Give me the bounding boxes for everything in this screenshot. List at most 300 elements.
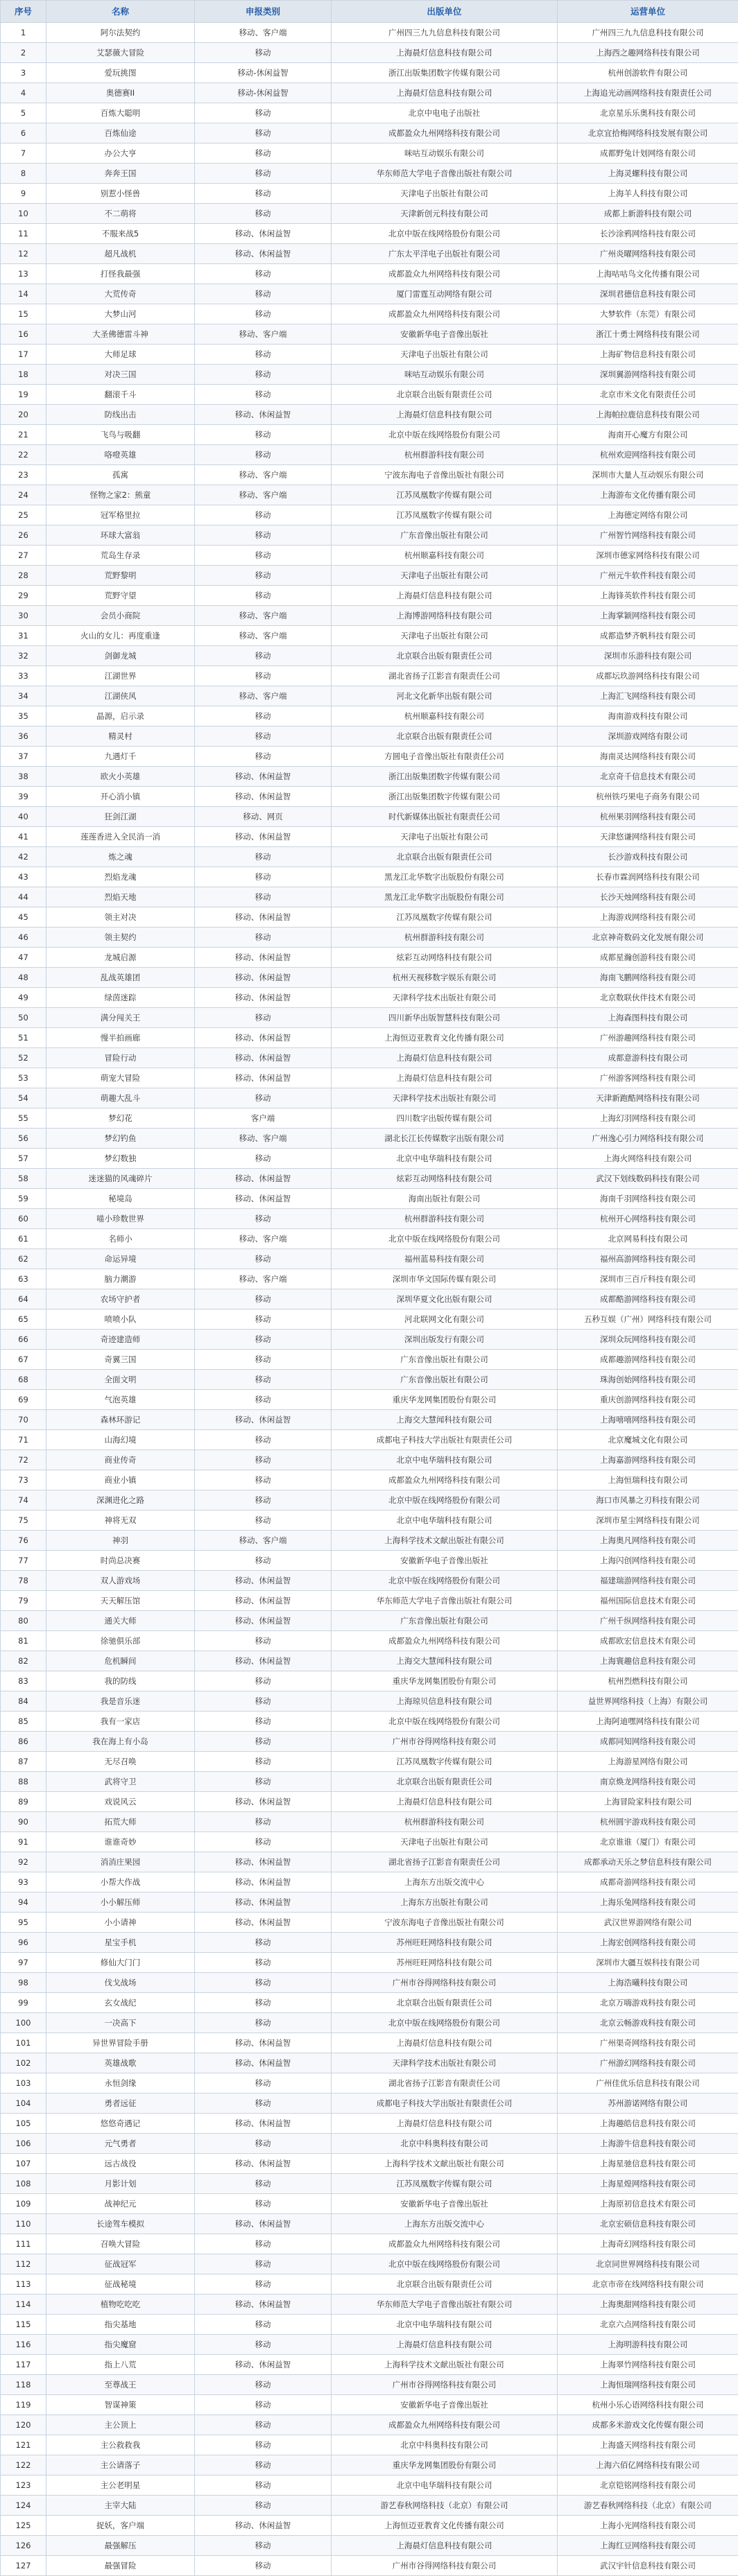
cell-category: 移动、休闲益智 [195,1189,332,1209]
cell-index: 75 [1,1511,46,1531]
cell-publisher: 深圳华夏文化出版有限公司 [332,1289,558,1309]
cell-index: 51 [1,1028,46,1048]
cell-operator: 上海嘉游网络科技有限公司 [558,1450,738,1470]
cell-operator: 成都酷游网络科技有限公司 [558,1289,738,1309]
cell-category: 移动 [195,2496,332,2516]
cell-name: 对决三国 [46,365,195,385]
cell-name: 咯噔英雄 [46,445,195,465]
cell-name: 江湖世界 [46,666,195,686]
cell-publisher: 广东音像出版社有限公司 [332,1370,558,1390]
cell-operator: 上海追光动画网络科技有限责任公司 [558,83,738,103]
cell-operator: 上海小光网络科技有限公司 [558,2516,738,2536]
table-row [1,1209,738,1229]
table-row [1,425,738,445]
cell-category: 移动 [195,184,332,204]
cell-publisher: 广州市谷得网络科技有限公司 [332,2556,558,2576]
table-row [1,184,738,204]
cell-publisher: 北京联合出版有限责任公司 [332,726,558,747]
table-row [1,706,738,726]
cell-category: 移动 [195,1309,332,1330]
cell-name: 慢半拍画廊 [46,1028,195,1048]
cell-operator: 北京网易科技有限公司 [558,1229,738,1249]
cell-category: 移动 [195,2254,332,2274]
cell-name: 打怪我最强 [46,264,195,284]
cell-operator: 上海咕咕鸟文化传播有限公司 [558,264,738,284]
table-row [1,1832,738,1852]
table-row [1,2073,738,2094]
cell-category: 移动、休闲益智 [195,224,332,244]
cell-index: 104 [1,2094,46,2114]
table-row [1,1953,738,1973]
cell-publisher: 北京中版在线网络股份有限公司 [332,1490,558,1511]
cell-name: 神羽 [46,1531,195,1551]
cell-operator: 杭州铁巧果电子商务有限公司 [558,787,738,807]
cell-name: 领主契约 [46,928,195,948]
cell-category: 移动、休闲益智 [195,907,332,928]
cell-category: 移动 [195,103,332,123]
cell-category: 移动 [195,747,332,767]
cell-category: 移动、客户端 [195,1229,332,1249]
cell-publisher: 北京联合出版有限责任公司 [332,2274,558,2295]
cell-operator: 福建瑞游网络科技有限公司 [558,1571,738,1591]
cell-operator: 武汉宇针信息科技有限公司 [558,2556,738,2576]
cell-publisher: 黑龙江北华数字出版股份有限公司 [332,867,558,887]
cell-name: 时尚总决赛 [46,1551,195,1571]
table-row [1,666,738,686]
cell-category: 移动、客户端 [195,485,332,505]
cell-index: 120 [1,2415,46,2435]
cell-operator: 珠海创始网络科技有限公司 [558,1370,738,1390]
cell-name: 智谋神策 [46,2395,195,2415]
table-row [1,23,738,43]
cell-index: 124 [1,2496,46,2516]
cell-name: 通关大师 [46,1611,195,1631]
cell-publisher: 广东音像出版社有限公司 [332,525,558,546]
cell-name: 环球大富翁 [46,525,195,546]
cell-index: 7 [1,143,46,164]
table-row [1,2094,738,2114]
cell-index: 25 [1,505,46,525]
cell-publisher: 北京中电华瑞科技有限公司 [332,2315,558,2335]
cell-operator: 海南灵达网络科技有限公司 [558,747,738,767]
table-row [1,686,738,706]
cell-category: 移动、休闲益智 [195,767,332,787]
cell-publisher: 上海晨灯信息科技有限公司 [332,2033,558,2053]
cell-index: 39 [1,787,46,807]
cell-publisher: 安徽新华电子音像出版社 [332,2395,558,2415]
cell-name: 指尖基地 [46,2315,195,2335]
cell-name: 永恒剑缘 [46,2073,195,2094]
cell-index: 88 [1,1772,46,1792]
cell-category: 移动 [195,2134,332,2154]
cell-index: 81 [1,1631,46,1651]
cell-publisher: 广州市谷得网络科技有限公司 [332,1973,558,1993]
cell-publisher: 天津新创元科技有限公司 [332,204,558,224]
cell-category: 移动 [195,1390,332,1410]
cell-category: 移动 [195,2455,332,2475]
cell-name: 火山的女儿：再度重逢 [46,626,195,646]
cell-index: 127 [1,2556,46,2576]
cell-publisher: 天津电子出版社有限公司 [332,184,558,204]
cell-category: 移动 [195,2234,332,2254]
cell-category: 移动 [195,1249,332,1269]
cell-name: 悠悠奇遇记 [46,2114,195,2134]
cell-name: 办公大亨 [46,143,195,164]
cell-operator: 上海红豆网络科技有限公司 [558,2536,738,2556]
cell-index: 105 [1,2114,46,2134]
cell-name: 会员小商院 [46,606,195,626]
cell-name: 征战冠军 [46,2254,195,2274]
cell-operator: 上海乐兔网络科技有限公司 [558,1892,738,1913]
cell-name: 双人游戏场 [46,1571,195,1591]
cell-index: 13 [1,264,46,284]
cell-operator: 上海闪创网络科技有限公司 [558,1551,738,1571]
cell-operator: 北京市帝在线网络科技有限公司 [558,2274,738,2295]
cell-index: 28 [1,566,46,586]
table-row [1,2496,738,2516]
cell-operator: 成都星瀚创游科技有限公司 [558,948,738,968]
cell-category: 移动、网页 [195,807,332,827]
table-row [1,2435,738,2455]
table-row [1,907,738,928]
cell-name: 玄女战纪 [46,1993,195,2013]
cell-index: 97 [1,1953,46,1973]
cell-publisher: 上海晨灯信息科技有限公司 [332,2114,558,2134]
cell-operator: 成都奇游网络科技有限公司 [558,1872,738,1892]
cell-operator: 上海恒瑞科技有限公司 [558,1470,738,1490]
cell-index: 26 [1,525,46,546]
cell-operator: 上海德定网络有限公司 [558,505,738,525]
cell-publisher: 北京中版在线网络股份有限公司 [332,425,558,445]
cell-operator: 上海六佰亿网络科技有限公司 [558,2455,738,2475]
cell-name: 英雄战歌 [46,2053,195,2073]
cell-category: 移动 [195,1511,332,1531]
table-row [1,1169,738,1189]
table-row [1,1129,738,1149]
table-row [1,1088,738,1108]
cell-publisher: 方圆电子音像出版社有限责任公司 [332,747,558,767]
cell-operator: 天津新跑酷网络科技有限公司 [558,1088,738,1108]
cell-publisher: 北京中版在线网络股份有限公司 [332,1571,558,1591]
cell-publisher: 北京中版在线网络股份有限公司 [332,1229,558,1249]
cell-name: 星宝手机 [46,1933,195,1953]
cell-index: 23 [1,465,46,485]
cell-index: 106 [1,2134,46,2154]
table-row [1,2556,738,2576]
cell-category: 移动 [195,2073,332,2094]
cell-name: 商业小镇 [46,1470,195,1490]
table-row [1,304,738,324]
cell-index: 72 [1,1450,46,1470]
cell-index: 12 [1,244,46,264]
cell-publisher: 北京中电华瑞科技有限公司 [332,1450,558,1470]
cell-category: 移动 [195,646,332,666]
table-row [1,485,738,505]
cell-name: 气泡英雄 [46,1390,195,1410]
cell-name: 翻滚千斗 [46,385,195,405]
cell-publisher: 上海东方出版交流中心 [332,2214,558,2234]
cell-publisher: 江苏凤凰数字传媒有限公司 [332,2174,558,2194]
cell-category: 移动 [195,1732,332,1752]
cell-publisher: 天津科学技术出版社有限公司 [332,2053,558,2073]
cell-category: 移动、客户端 [195,324,332,345]
cell-index: 117 [1,2355,46,2375]
cell-index: 8 [1,164,46,184]
cell-publisher: 四川数字出版传媒有限公司 [332,1108,558,1129]
cell-index: 108 [1,2174,46,2194]
cell-index: 110 [1,2214,46,2234]
cell-index: 46 [1,928,46,948]
cell-operator: 北京宜拾梅网络科技发展有限公司 [558,123,738,143]
cell-operator: 北京六点网络科技有限公司 [558,2315,738,2335]
cell-name: 飞鸟与吸翻 [46,425,195,445]
cell-name: 欧火小英雄 [46,767,195,787]
table-row [1,1289,738,1309]
cell-name: 植物吃吃吃 [46,2295,195,2315]
table-row [1,445,738,465]
table-row [1,1712,738,1732]
cell-operator: 苏州游诺网络有限公司 [558,2094,738,2114]
table-row [1,2134,738,2154]
cell-name: 莲莲香进入全民消一消 [46,827,195,847]
cell-category: 移动-休闲益智 [195,83,332,103]
cell-name: 战神纪元 [46,2194,195,2214]
table-row [1,1149,738,1169]
cell-index: 68 [1,1370,46,1390]
header-publisher: 出版单位 [332,1,558,23]
table-row [1,1772,738,1792]
cell-category: 移动 [195,726,332,747]
cell-name: 名师小 [46,1229,195,1249]
table-row [1,1108,738,1129]
table-row [1,2053,738,2073]
table-row [1,1511,738,1531]
cell-operator: 北京奇千信息技术有限公司 [558,767,738,787]
table-row [1,1892,738,1913]
cell-operator: 福州高游网络科技有限公司 [558,1249,738,1269]
cell-publisher: 北京联合出版有限责任公司 [332,646,558,666]
cell-category: 移动 [195,1350,332,1370]
cell-name: 商业传奇 [46,1450,195,1470]
cell-index: 34 [1,686,46,706]
header-category: 申报类别 [195,1,332,23]
cell-category: 移动 [195,928,332,948]
table-row [1,1068,738,1088]
cell-index: 29 [1,586,46,606]
cell-publisher: 苏州旺旺网络科技有限公司 [332,1933,558,1953]
cell-publisher: 上海琼贝信息科技有限公司 [332,1691,558,1712]
cell-publisher: 广东音像出版社有限公司 [332,1611,558,1631]
cell-operator: 广州元牛软件科技有限公司 [558,566,738,586]
cell-name: 梦幻花 [46,1108,195,1129]
cell-index: 89 [1,1792,46,1812]
cell-name: 森林环游记 [46,1410,195,1430]
cell-operator: 上海嘻嘻网络科技有限公司 [558,1410,738,1430]
cell-category: 移动 [195,1671,332,1691]
cell-operator: 深圳众玩网络科技有限公司 [558,1330,738,1350]
cell-index: 99 [1,1993,46,2013]
cell-index: 103 [1,2073,46,2094]
cell-category: 移动 [195,1993,332,2013]
cell-index: 70 [1,1410,46,1430]
cell-publisher: 杭州顺嘉科技有限公司 [332,546,558,566]
table-row [1,807,738,827]
cell-name: 小帮大作战 [46,1872,195,1892]
cell-publisher: 深圳出版发行有限公司 [332,1330,558,1350]
cell-index: 40 [1,807,46,827]
table-row [1,1732,738,1752]
cell-category: 移动 [195,345,332,365]
cell-category: 移动 [195,1973,332,1993]
table-row [1,1008,738,1028]
table-row [1,1330,738,1350]
cell-category: 移动 [195,425,332,445]
cell-category: 移动 [195,1953,332,1973]
cell-index: 92 [1,1852,46,1872]
cell-category: 移动、休闲益智 [195,1792,332,1812]
cell-category: 移动、休闲益智 [195,2053,332,2073]
cell-name: 大荒传奇 [46,284,195,304]
cell-name: 喷喷小队 [46,1309,195,1330]
cell-category: 移动 [195,143,332,164]
cell-operator: 南京焕龙网络科技有限公司 [558,1772,738,1792]
cell-operator: 成都意游科技有限公司 [558,1048,738,1068]
table-row [1,123,738,143]
table-row [1,968,738,988]
cell-operator: 上海游牛信息科技有限公司 [558,2134,738,2154]
cell-operator: 广州佳优乐信息科技有限公司 [558,2073,738,2094]
table-row [1,1450,738,1470]
cell-index: 57 [1,1149,46,1169]
cell-index: 5 [1,103,46,123]
cell-publisher: 重庆华龙网集团股份有限公司 [332,2455,558,2475]
cell-index: 80 [1,1611,46,1631]
cell-index: 77 [1,1551,46,1571]
table-row [1,767,738,787]
cell-operator: 上海翠竹网络科技有限公司 [558,2355,738,2375]
cell-publisher: 咪咕互动娱乐有限公司 [332,365,558,385]
cell-index: 20 [1,405,46,425]
cell-operator: 成都欧宏信息技术有限公司 [558,1631,738,1651]
cell-index: 50 [1,1008,46,1028]
cell-publisher: 江苏凤凰数字传媒有限公司 [332,485,558,505]
cell-operator: 五秒互娱（广州）网络科技有限公司 [558,1309,738,1330]
table-row [1,1309,738,1330]
cell-category: 移动、客户端 [195,606,332,626]
table-row [1,2295,738,2315]
cell-name: 龙城启源 [46,948,195,968]
table-row [1,1410,738,1430]
cell-category: 移动 [195,2475,332,2496]
table-row [1,787,738,807]
cell-index: 54 [1,1088,46,1108]
cell-publisher: 成都电子科技大学出版社有限责任公司 [332,2094,558,2114]
cell-category: 移动、客户端 [195,686,332,706]
cell-category: 移动 [195,546,332,566]
cell-index: 125 [1,2516,46,2536]
table-row [1,2194,738,2214]
table-row [1,827,738,847]
cell-name: 领主对决 [46,907,195,928]
cell-index: 22 [1,445,46,465]
cell-index: 27 [1,546,46,566]
cell-name: 剑御龙城 [46,646,195,666]
cell-name: 最强冒险 [46,2556,195,2576]
cell-publisher: 上海东方出版社有限公司 [332,1892,558,1913]
cell-category: 移动 [195,1430,332,1450]
cell-publisher: 江苏凤凰数字传媒有限公司 [332,1752,558,1772]
table-row [1,1571,738,1591]
cell-publisher: 北京联合出版有限责任公司 [332,385,558,405]
table-row [1,525,738,546]
cell-name: 满分闯关王 [46,1008,195,1028]
cell-publisher: 苏州旺旺网络科技有限公司 [332,1953,558,1973]
cell-publisher: 上海晨灯信息科技有限公司 [332,1048,558,1068]
table-row [1,2475,738,2496]
cell-operator: 深圳市大量人互动娱乐有限公司 [558,465,738,485]
cell-index: 15 [1,304,46,324]
cell-publisher: 北京中版在线网络股份有限公司 [332,2013,558,2033]
cell-index: 37 [1,747,46,767]
cell-publisher: 华东师范大学电子音像出版社有限公司 [332,2295,558,2315]
cell-publisher: 天津科学技术出版社有限公司 [332,1088,558,1108]
cell-name: 孤寓 [46,465,195,485]
cell-index: 38 [1,767,46,787]
table-row [1,1852,738,1872]
cell-index: 102 [1,2053,46,2073]
cell-index: 91 [1,1832,46,1852]
cell-name: 大师足球 [46,345,195,365]
cell-publisher: 杭州顺嘉科技有限公司 [332,706,558,726]
cell-index: 36 [1,726,46,747]
cell-name: 召唤大冒险 [46,2234,195,2254]
cell-name: 阿尔法契约 [46,23,195,43]
table-row [1,1933,738,1953]
cell-publisher: 北京中电华瑞科技有限公司 [332,1149,558,1169]
cell-index: 96 [1,1933,46,1953]
cell-operator: 广州智竹网络科技有限公司 [558,525,738,546]
cell-index: 101 [1,2033,46,2053]
cell-publisher: 广州四三九九信息科技有限公司 [332,23,558,43]
cell-publisher: 上海晨灯信息科技有限公司 [332,2536,558,2556]
cell-publisher: 成都盈众九州网络科技有限公司 [332,304,558,324]
cell-index: 24 [1,485,46,505]
cell-publisher: 北京中电华瑞科技有限公司 [332,1511,558,1531]
cell-publisher: 上海科学技术文献出版社有限公司 [332,2154,558,2174]
cell-index: 114 [1,2295,46,2315]
cell-index: 17 [1,345,46,365]
cell-publisher: 北京联合出版有限责任公司 [332,1993,558,2013]
cell-name: 大梦山河 [46,304,195,324]
cell-category: 移动 [195,2174,332,2194]
cell-index: 65 [1,1309,46,1330]
cell-publisher: 上海晨灯信息科技有限公司 [332,2335,558,2355]
cell-publisher: 上海恒迈亚教育文化传播有限公司 [332,1028,558,1048]
cell-publisher: 时代新媒体出版社有限责任公司 [332,807,558,827]
table-row [1,244,738,264]
cell-operator: 成都坛玖游网络科技有限公司 [558,666,738,686]
cell-name: 天天解压馆 [46,1591,195,1611]
cell-publisher: 广州市谷得网络科技有限公司 [332,1732,558,1752]
cell-name: 荒野守望 [46,586,195,606]
cell-index: 32 [1,646,46,666]
table-row [1,1792,738,1812]
cell-name: 乱战英雄团 [46,968,195,988]
cell-category: 移动 [195,586,332,606]
cell-category: 移动 [195,1812,332,1832]
cell-name: 主公顶上 [46,2415,195,2435]
cell-index: 78 [1,1571,46,1591]
